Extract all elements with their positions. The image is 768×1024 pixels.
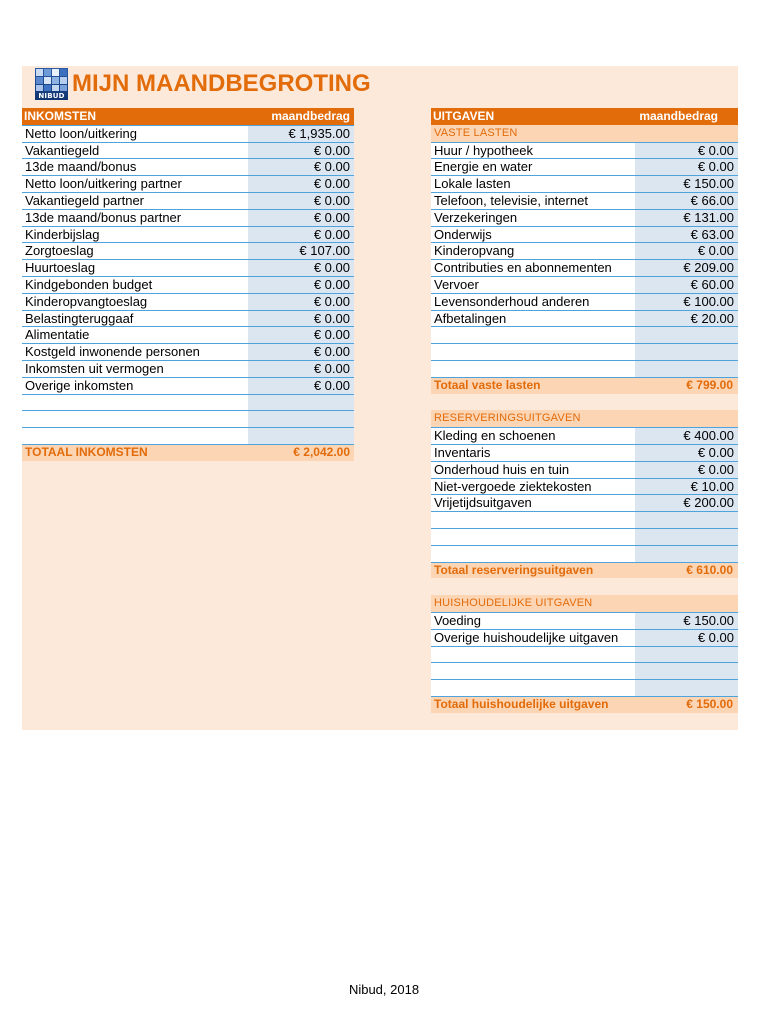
expense-header-label: UITGAVEN bbox=[433, 109, 495, 123]
income-item-label: Vakantiegeld partner bbox=[22, 193, 248, 209]
section-spacer bbox=[431, 578, 738, 595]
income-item-amount[interactable]: € 0.00 bbox=[248, 294, 354, 310]
expense-blank-row bbox=[431, 528, 738, 545]
income-row bbox=[22, 226, 354, 243]
income-item-amount[interactable]: € 0.00 bbox=[248, 143, 354, 159]
expense-row bbox=[431, 444, 738, 461]
logo-text: NIBUD bbox=[38, 92, 65, 100]
expense-row bbox=[431, 427, 738, 444]
blank-label-cell[interactable] bbox=[431, 546, 635, 562]
expense-section-total-label: Totaal vaste lasten bbox=[434, 377, 541, 392]
income-blank-row bbox=[22, 394, 354, 411]
income-item-label: Vakantiegeld bbox=[22, 143, 248, 159]
expense-row bbox=[431, 158, 738, 175]
income-item-amount[interactable]: € 0.00 bbox=[248, 344, 354, 360]
expense-blank-row bbox=[431, 545, 738, 562]
expense-section-title: VASTE LASTEN bbox=[434, 126, 518, 139]
expense-row bbox=[431, 310, 738, 327]
blank-label-cell[interactable] bbox=[22, 395, 248, 411]
expense-row bbox=[431, 461, 738, 478]
expense-row bbox=[431, 293, 738, 310]
expense-section-total-amount: € 799.00 bbox=[686, 377, 733, 392]
expense-item-label: Niet-vergoede ziektekosten bbox=[431, 479, 635, 495]
expense-item-label: Verzekeringen bbox=[431, 210, 635, 226]
income-item-label: Inkomsten uit vermogen bbox=[22, 361, 248, 377]
blank-amount-cell[interactable] bbox=[635, 647, 738, 663]
income-header-label: INKOMSTEN bbox=[24, 109, 96, 123]
blank-label-cell[interactable] bbox=[431, 327, 635, 343]
expense-item-label: Overige huishoudelijke uitgaven bbox=[431, 630, 635, 646]
expense-item-amount[interactable]: € 400.00 bbox=[635, 428, 738, 444]
expense-item-label: Levensonderhoud anderen bbox=[431, 294, 635, 310]
expense-item-amount[interactable]: € 100.00 bbox=[635, 294, 738, 310]
section-spacer bbox=[431, 394, 738, 411]
income-item-amount[interactable]: € 0.00 bbox=[248, 210, 354, 226]
nibud-logo bbox=[35, 68, 68, 100]
blank-amount-cell[interactable] bbox=[248, 428, 354, 444]
income-item-label: 13de maand/bonus bbox=[22, 159, 248, 175]
expense-item-label: Vrijetijdsuitgaven bbox=[431, 495, 635, 511]
income-item-label: Kinderopvangtoeslag bbox=[22, 294, 248, 310]
income-item-label: Belastingteruggaaf bbox=[22, 311, 248, 327]
blank-label-cell[interactable] bbox=[431, 361, 635, 377]
expense-item-label: Voeding bbox=[431, 613, 635, 629]
income-row bbox=[22, 293, 354, 310]
income-blank-row bbox=[22, 410, 354, 427]
income-item-label: Netto loon/uitkering bbox=[22, 126, 248, 142]
income-row bbox=[22, 175, 354, 192]
expense-row bbox=[431, 142, 738, 159]
expense-item-label: Huur / hypotheek bbox=[431, 143, 635, 159]
income-item-label: Kinderbijslag bbox=[22, 227, 248, 243]
expense-item-amount[interactable]: € 0.00 bbox=[635, 143, 738, 159]
income-row bbox=[22, 310, 354, 327]
expense-section-total-label: Totaal huishoudelijke uitgaven bbox=[434, 696, 609, 711]
expense-item-amount[interactable]: € 0.00 bbox=[635, 445, 738, 461]
blank-amount-cell[interactable] bbox=[635, 327, 738, 343]
expense-table bbox=[431, 108, 738, 713]
expense-section-total-row bbox=[431, 377, 738, 394]
expense-item-amount[interactable]: € 63.00 bbox=[635, 227, 738, 243]
expense-item-amount[interactable]: € 0.00 bbox=[635, 462, 738, 478]
income-item-label: Kindgebonden budget bbox=[22, 277, 248, 293]
expense-row bbox=[431, 612, 738, 629]
blank-label-cell[interactable] bbox=[431, 663, 635, 679]
expense-item-amount[interactable]: € 150.00 bbox=[635, 176, 738, 192]
expense-row bbox=[431, 478, 738, 495]
expense-section-title-row bbox=[431, 125, 738, 142]
expense-section-title-row bbox=[431, 410, 738, 427]
expense-item-amount[interactable]: € 131.00 bbox=[635, 210, 738, 226]
expense-section-total-amount: € 150.00 bbox=[686, 696, 733, 711]
income-item-label: Zorgtoeslag bbox=[22, 243, 248, 259]
income-total-label: TOTAAL INKOMSTEN bbox=[25, 444, 148, 459]
income-total-row bbox=[22, 444, 354, 461]
blank-label-cell[interactable] bbox=[431, 680, 635, 696]
expense-item-label: Kinderopvang bbox=[431, 243, 635, 259]
income-item-label: Overige inkomsten bbox=[22, 378, 248, 394]
blank-label-cell[interactable] bbox=[431, 529, 635, 545]
expense-section-total-row bbox=[431, 696, 738, 713]
expense-row bbox=[431, 192, 738, 209]
expense-item-label: Inventaris bbox=[431, 445, 635, 461]
expense-item-amount[interactable]: € 0.00 bbox=[635, 630, 738, 646]
income-row bbox=[22, 125, 354, 142]
expense-blank-row bbox=[431, 511, 738, 528]
expense-section-total-amount: € 610.00 bbox=[686, 562, 733, 577]
expense-item-label: Telefoon, televisie, internet bbox=[431, 193, 635, 209]
income-total-amount: € 2,042.00 bbox=[293, 444, 350, 459]
income-item-amount[interactable]: € 1,935.00 bbox=[248, 126, 354, 142]
income-header-row bbox=[22, 108, 354, 125]
blank-label-cell[interactable] bbox=[431, 647, 635, 663]
income-item-amount[interactable]: € 0.00 bbox=[248, 277, 354, 293]
expense-row bbox=[431, 494, 738, 511]
expense-item-amount[interactable]: € 10.00 bbox=[635, 479, 738, 495]
expense-row bbox=[431, 209, 738, 226]
expense-blank-row bbox=[431, 679, 738, 696]
income-item-amount[interactable]: € 0.00 bbox=[248, 327, 354, 343]
expense-section-title-row bbox=[431, 595, 738, 612]
income-row bbox=[22, 326, 354, 343]
income-item-amount[interactable]: € 0.00 bbox=[248, 378, 354, 394]
expense-item-label: Kleding en schoenen bbox=[431, 428, 635, 444]
income-row bbox=[22, 142, 354, 159]
blank-amount-cell[interactable] bbox=[635, 680, 738, 696]
nibud-mosaic-icon bbox=[35, 68, 68, 92]
expense-blank-row bbox=[431, 646, 738, 663]
expense-item-label: Vervoer bbox=[431, 277, 635, 293]
expense-item-amount[interactable]: € 209.00 bbox=[635, 260, 738, 276]
expense-item-label: Contributies en abonnementen bbox=[431, 260, 635, 276]
expense-blank-row bbox=[431, 360, 738, 377]
expense-item-label: Onderhoud huis en tuin bbox=[431, 462, 635, 478]
income-item-amount[interactable]: € 0.00 bbox=[248, 311, 354, 327]
blank-amount-cell[interactable] bbox=[635, 512, 738, 528]
income-item-amount[interactable]: € 0.00 bbox=[248, 361, 354, 377]
income-blank-row bbox=[22, 427, 354, 444]
blank-amount-cell[interactable] bbox=[635, 361, 738, 377]
expense-section-total-label: Totaal reserveringsuitgaven bbox=[434, 562, 594, 577]
blank-amount-cell[interactable] bbox=[635, 663, 738, 679]
expense-header-row bbox=[431, 108, 738, 125]
expense-row bbox=[431, 629, 738, 646]
expense-row bbox=[431, 175, 738, 192]
income-row bbox=[22, 259, 354, 276]
expense-item-amount[interactable]: € 150.00 bbox=[635, 613, 738, 629]
expense-row bbox=[431, 226, 738, 243]
expense-row bbox=[431, 259, 738, 276]
income-table bbox=[22, 108, 354, 461]
expense-section-title: HUISHOUDELIJKE UITGAVEN bbox=[434, 597, 593, 610]
expense-row bbox=[431, 276, 738, 293]
expense-item-amount[interactable]: € 66.00 bbox=[635, 193, 738, 209]
income-item-amount[interactable]: € 0.00 bbox=[248, 260, 354, 276]
expense-item-amount[interactable]: € 60.00 bbox=[635, 277, 738, 293]
income-row bbox=[22, 377, 354, 394]
expense-item-amount[interactable]: € 200.00 bbox=[635, 495, 738, 511]
income-row bbox=[22, 343, 354, 360]
income-item-amount[interactable]: € 0.00 bbox=[248, 176, 354, 192]
expense-amount-header: maandbedrag bbox=[639, 109, 718, 123]
income-item-label: Kostgeld inwonende personen bbox=[22, 344, 248, 360]
expense-section-total-row bbox=[431, 562, 738, 579]
income-row bbox=[22, 192, 354, 209]
page-title: MIJN MAANDBEGROTING bbox=[72, 70, 371, 97]
income-row bbox=[22, 158, 354, 175]
income-item-amount[interactable]: € 0.00 bbox=[248, 227, 354, 243]
blank-label-cell[interactable] bbox=[431, 344, 635, 360]
income-row bbox=[22, 209, 354, 226]
blank-amount-cell[interactable] bbox=[635, 529, 738, 545]
blank-label-cell[interactable] bbox=[22, 411, 248, 427]
income-item-label: Huurtoeslag bbox=[22, 260, 248, 276]
expense-item-amount[interactable]: € 20.00 bbox=[635, 311, 738, 327]
expense-section-title: RESERVERINGSUITGAVEN bbox=[434, 412, 581, 425]
blank-label-cell[interactable] bbox=[22, 428, 248, 444]
income-item-amount[interactable]: € 0.00 bbox=[248, 159, 354, 175]
blank-amount-cell[interactable] bbox=[635, 344, 738, 360]
income-amount-header: maandbedrag bbox=[271, 109, 350, 123]
expense-item-label: Onderwijs bbox=[431, 227, 635, 243]
expense-item-label: Afbetalingen bbox=[431, 311, 635, 327]
income-row bbox=[22, 360, 354, 377]
expense-blank-row bbox=[431, 662, 738, 679]
expense-item-label: Energie en water bbox=[431, 159, 635, 175]
income-row bbox=[22, 276, 354, 293]
page-footer: Nibud, 2018 bbox=[348, 982, 420, 997]
income-item-label: 13de maand/bonus partner bbox=[22, 210, 248, 226]
blank-amount-cell[interactable] bbox=[248, 411, 354, 427]
income-item-label: Alimentatie bbox=[22, 327, 248, 343]
blank-amount-cell[interactable] bbox=[248, 395, 354, 411]
blank-label-cell[interactable] bbox=[431, 512, 635, 528]
expense-item-amount[interactable]: € 0.00 bbox=[635, 243, 738, 259]
income-item-amount[interactable]: € 107.00 bbox=[248, 243, 354, 259]
expense-item-label: Lokale lasten bbox=[431, 176, 635, 192]
expense-blank-row bbox=[431, 343, 738, 360]
expense-row bbox=[431, 242, 738, 259]
income-item-label: Netto loon/uitkering partner bbox=[22, 176, 248, 192]
blank-amount-cell[interactable] bbox=[635, 546, 738, 562]
expense-blank-row bbox=[431, 326, 738, 343]
income-item-amount[interactable]: € 0.00 bbox=[248, 193, 354, 209]
income-row bbox=[22, 242, 354, 259]
expense-item-amount[interactable]: € 0.00 bbox=[635, 159, 738, 175]
